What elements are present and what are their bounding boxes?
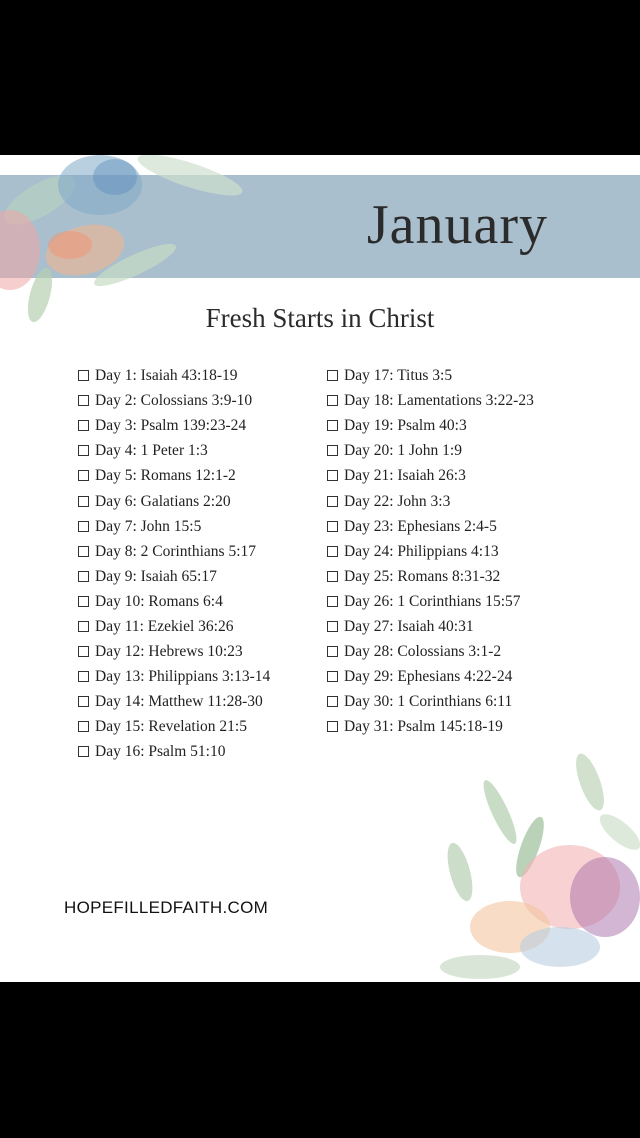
- checkbox-icon[interactable]: [78, 671, 89, 682]
- reading-label: Day 9: Isaiah 65:17: [95, 567, 217, 585]
- checkbox-icon[interactable]: [78, 721, 89, 732]
- reading-item: [327, 488, 534, 513]
- reading-item: [327, 388, 534, 413]
- reading-item: [78, 388, 270, 413]
- reading-item: [78, 488, 270, 513]
- reading-item: [327, 564, 534, 589]
- checkbox-icon[interactable]: [327, 721, 338, 732]
- checkbox-icon[interactable]: [78, 445, 89, 456]
- reading-label: Day 22: John 3:3: [344, 492, 451, 510]
- reading-item: [327, 463, 534, 488]
- checkbox-icon[interactable]: [327, 470, 338, 481]
- reading-label: Day 18: Lamentations 3:22-23: [344, 392, 534, 410]
- reading-item: [78, 589, 270, 614]
- reading-label: Day 27: Isaiah 40:31: [344, 617, 474, 635]
- reading-label: Day 13: Philippians 3:13-14: [95, 668, 271, 686]
- checkbox-icon[interactable]: [327, 395, 338, 406]
- reading-item: [78, 413, 270, 438]
- reading-item: [78, 564, 270, 589]
- checkbox-icon[interactable]: [327, 696, 338, 707]
- checkbox-icon[interactable]: [327, 370, 338, 381]
- plan-subtitle: Fresh Starts in Christ: [205, 303, 435, 333]
- checkbox-icon[interactable]: [78, 621, 89, 632]
- checkbox-icon[interactable]: [78, 696, 89, 707]
- reading-item: [78, 639, 270, 664]
- floral-decoration-top-left: [0, 155, 250, 325]
- reading-label: Day 29: Ephesians 4:22-24: [344, 668, 513, 686]
- checkbox-icon[interactable]: [327, 496, 338, 507]
- reading-label: Day 14: Matthew 11:28-30: [95, 693, 263, 711]
- checkbox-icon[interactable]: [327, 420, 338, 431]
- checkbox-icon[interactable]: [78, 496, 89, 507]
- checkbox-icon[interactable]: [78, 521, 89, 532]
- checkbox-icon[interactable]: [78, 646, 89, 657]
- checkbox-icon[interactable]: [78, 571, 89, 582]
- reading-item: [327, 514, 534, 539]
- reading-label: Day 6: Galatians 2:20: [95, 492, 231, 510]
- checkbox-icon[interactable]: [327, 546, 338, 557]
- reading-label: Day 10: Romans 6:4: [95, 592, 223, 610]
- reading-item: [78, 363, 270, 388]
- reading-item: [78, 689, 270, 714]
- reading-label: Day 26: 1 Corinthians 15:57: [344, 592, 521, 610]
- reading-label: Day 25: Romans 8:31-32: [344, 567, 501, 585]
- reading-label: Day 5: Romans 12:1-2: [95, 467, 236, 485]
- checkbox-icon[interactable]: [78, 395, 89, 406]
- reading-item: [327, 589, 534, 614]
- checkbox-icon[interactable]: [78, 470, 89, 481]
- floral-decoration-bottom-right: [420, 752, 640, 982]
- website-label: HOPEFILLEDFAITH.COM: [64, 898, 269, 917]
- reading-label: Day 24: Philippians 4:13: [344, 542, 499, 560]
- checkbox-icon[interactable]: [327, 445, 338, 456]
- reading-item: [327, 363, 534, 388]
- reading-list-right: [327, 363, 534, 739]
- reading-label: Day 1: Isaiah 43:18-19: [95, 367, 238, 385]
- checkbox-icon[interactable]: [327, 571, 338, 582]
- reading-item: [78, 614, 270, 639]
- reading-label: Day 17: Titus 3:5: [344, 367, 453, 385]
- reading-label: Day 15: Revelation 21:5: [95, 718, 247, 736]
- reading-item: [327, 639, 534, 664]
- reading-label: Day 2: Colossians 3:9-10: [95, 392, 253, 410]
- reading-list-left: [78, 363, 270, 765]
- reading-label: Day 7: John 15:5: [95, 517, 202, 535]
- checkbox-icon[interactable]: [78, 596, 89, 607]
- reading-item: [78, 514, 270, 539]
- reading-item: [78, 739, 270, 764]
- reading-label: Day 4: 1 Peter 1:3: [95, 442, 208, 460]
- reading-item: [327, 714, 534, 739]
- reading-item: [78, 438, 270, 463]
- reading-item: [78, 463, 270, 488]
- reading-label: Day 8: 2 Corinthians 5:17: [95, 542, 257, 560]
- reading-label: Day 16: Psalm 51:10: [95, 743, 226, 761]
- reading-label: Day 11: Ezekiel 36:26: [95, 617, 234, 635]
- checkbox-icon[interactable]: [327, 621, 338, 632]
- month-title: January: [366, 194, 548, 256]
- reading-item: [78, 714, 270, 739]
- reading-item: [327, 539, 534, 564]
- reading-item: [78, 539, 270, 564]
- reading-item: [78, 664, 270, 689]
- reading-item: [327, 413, 534, 438]
- reading-label: Day 12: Hebrews 10:23: [95, 643, 243, 661]
- checkbox-icon[interactable]: [78, 420, 89, 431]
- reading-label: Day 3: Psalm 139:23-24: [95, 417, 247, 435]
- checkbox-icon[interactable]: [78, 746, 89, 757]
- checkbox-icon[interactable]: [327, 521, 338, 532]
- checkbox-icon[interactable]: [78, 370, 89, 381]
- reading-item: [327, 689, 534, 714]
- reading-label: Day 30: 1 Corinthians 6:11: [344, 693, 513, 711]
- checkbox-icon[interactable]: [327, 596, 338, 607]
- checkbox-icon[interactable]: [327, 671, 338, 682]
- reading-label: Day 31: Psalm 145:18-19: [344, 718, 503, 736]
- checkbox-icon[interactable]: [327, 646, 338, 657]
- reading-item: [327, 614, 534, 639]
- reading-label: Day 19: Psalm 40:3: [344, 417, 467, 435]
- reading-plan-card: [0, 155, 640, 982]
- reading-label: Day 28: Colossians 3:1-2: [344, 643, 502, 661]
- reading-item: [327, 438, 534, 463]
- reading-label: Day 23: Ephesians 2:4-5: [344, 517, 497, 535]
- reading-item: [327, 664, 534, 689]
- reading-label: Day 20: 1 John 1:9: [344, 442, 462, 460]
- checkbox-icon[interactable]: [78, 546, 89, 557]
- reading-label: Day 21: Isaiah 26:3: [344, 467, 466, 485]
